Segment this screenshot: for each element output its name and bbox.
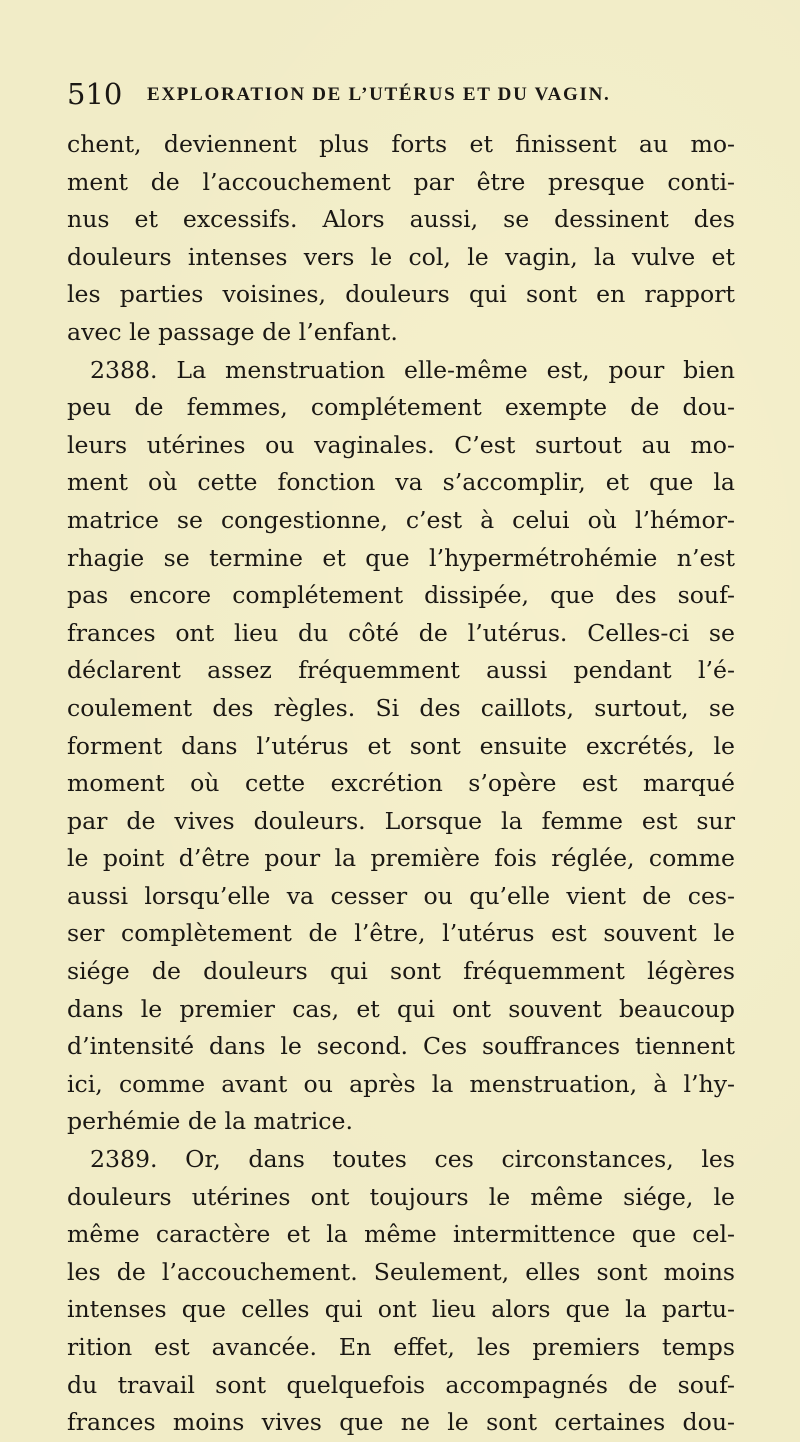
text-line: par de vives douleurs. Lorsque la femme est sur [67,806,735,835]
text-line: aussi lorsqu’elle va cesser ou qu’elle vient de ces- [67,881,735,910]
text-line: chent, deviennent plus forts et finissent au mo- [67,130,735,158]
text-line: nus et excessifs. Alors aussi, se dessinent des [67,205,735,234]
text-line: d’intensité dans le second. Ces souffrances tiennent [67,1032,735,1061]
text-line: forment dans l’utérus et sont ensuite excrétés, le [67,731,735,760]
text-line: pas encore complétement dissipée, que des souf- [67,581,735,610]
running-head: EXPLORATION DE L’UTÉRUS ET DU VAGIN. [147,84,611,105]
text-line: le point d’être pour la première fois réglée, comme [67,844,735,873]
text-line: ment où cette fonction va s’accomplir, et que la [67,468,735,497]
text-line: les de l’accouchement. Seulement, elles sont moins [67,1257,735,1286]
text-line: frances moins vives que ne le sont certaines dou- [67,1408,735,1437]
text-line: siége de douleurs qui sont fréquemment légères [67,957,735,986]
text-line: peu de femmes, complétement exempte de dou- [67,393,735,422]
text-line: coulement des règles. Si des caillots, surtout, se [67,693,735,722]
text-line: dans le premier cas, et qui ont souvent beaucoup [67,994,735,1023]
text-line: rhagie se termine et que l’hypermétrohémie n’est [67,543,735,572]
text-line: leurs utérines ou vaginales. C’est surtout au mo- [67,430,735,459]
page-number: 510 [67,77,123,111]
paragraph-start-2388: 2388. La menstruation elle-même est, pour bien [90,355,735,384]
text-line: déclarent assez fréquemment aussi pendant l’é- [67,656,735,685]
page-header [0,74,800,114]
body-text [67,126,735,1442]
text-line: ser complètement de l’être, l’utérus est souvent le [67,919,735,948]
paragraph-start-2389: 2389. Or, dans toutes ces circonstances, les [90,1145,735,1174]
text-line: les parties voisines, douleurs qui sont en rapport [67,280,735,309]
text-line: rition est avancée. En effet, les premiers temps [67,1333,735,1361]
text-line: même caractère et la même intermittence que cel- [67,1220,735,1249]
text-line: frances ont lieu du côté de l’utérus. Celles-ci se [67,618,735,647]
text-line: douleurs utérines ont toujours le même siége, le [67,1182,735,1211]
text-line: douleurs intenses vers le col, le vagin, la vulve et [67,242,735,271]
text-line: intenses que celles qui ont lieu alors que la partu- [67,1295,735,1324]
text-line: ment de l’accouchement par être presque conti- [67,167,735,196]
text-line: perhémie de la matrice. [67,1107,353,1136]
text-line: moment où cette excrétion s’opère est marqué [67,769,735,798]
text-line: ici, comme avant ou après la menstruation, à l’hy- [67,1069,735,1098]
text-line: matrice se congestionne, c’est à celui où l’hémor- [67,505,735,534]
text-line: du travail sont quelquefois accompagnés de souf- [67,1370,735,1399]
text-line: avec le passage de l’enfant. [67,317,398,346]
